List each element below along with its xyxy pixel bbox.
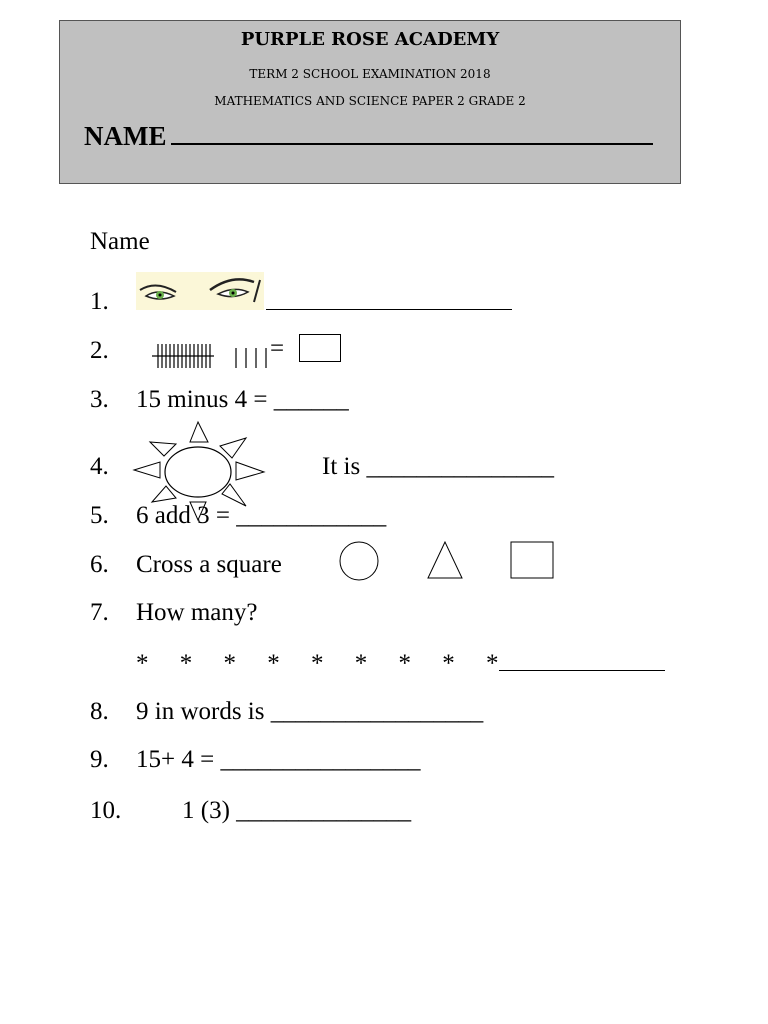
question-text-9: 15+ 4 = ________________ — [136, 746, 421, 773]
circle-shape[interactable] — [340, 542, 378, 580]
tally-marks — [150, 342, 270, 370]
question-number-2: 2. — [90, 337, 109, 364]
shapes-row — [338, 540, 558, 582]
question-text-5: 6 add 3 = ____________ — [136, 502, 387, 529]
question-text-6: Cross a square — [136, 551, 282, 578]
answer-blank-7[interactable] — [499, 650, 665, 671]
question-number-1: 1. — [90, 288, 109, 315]
square-shape[interactable] — [511, 542, 553, 578]
question-text-10: 1 (3) ______________ — [182, 797, 412, 824]
question-number-3: 3. — [90, 386, 109, 413]
question-number-8: 8. — [90, 698, 109, 725]
question-text-7: How many? — [136, 599, 258, 626]
question-number-7: 7. — [90, 599, 109, 626]
name-heading: Name — [90, 228, 150, 255]
school-name: PURPLE ROSE ACADEMY — [240, 29, 500, 50]
name-field — [84, 121, 653, 152]
equals-sign: = — [270, 335, 285, 362]
question-number-10: 10. — [90, 797, 122, 824]
exam-title: TERM 2 SCHOOL EXAMINATION 2018 — [249, 67, 491, 81]
triangle-shape[interactable] — [428, 542, 462, 578]
name-label: NAME — [84, 121, 167, 151]
question-number-4: 4. — [90, 453, 109, 480]
stars: * * * * * * * * * — [136, 650, 499, 677]
stars-row — [136, 650, 665, 676]
answer-box-2[interactable] — [299, 334, 341, 362]
exam-header — [59, 20, 681, 184]
question-number-5: 5. — [90, 502, 109, 529]
question-text-3: 15 minus 4 = ______ — [136, 386, 349, 413]
question-text-4: It is _______________ — [322, 453, 554, 480]
paper-title: MATHEMATICS AND SCIENCE PAPER 2 GRADE 2 — [214, 94, 526, 108]
question-number-9: 9. — [90, 746, 109, 773]
answer-blank-1[interactable] — [266, 289, 512, 315]
name-blank[interactable] — [171, 123, 653, 145]
question-number-6: 6. — [90, 551, 109, 578]
eyes-picture — [136, 272, 266, 312]
question-text-8: 9 in words is _________________ — [136, 698, 484, 725]
